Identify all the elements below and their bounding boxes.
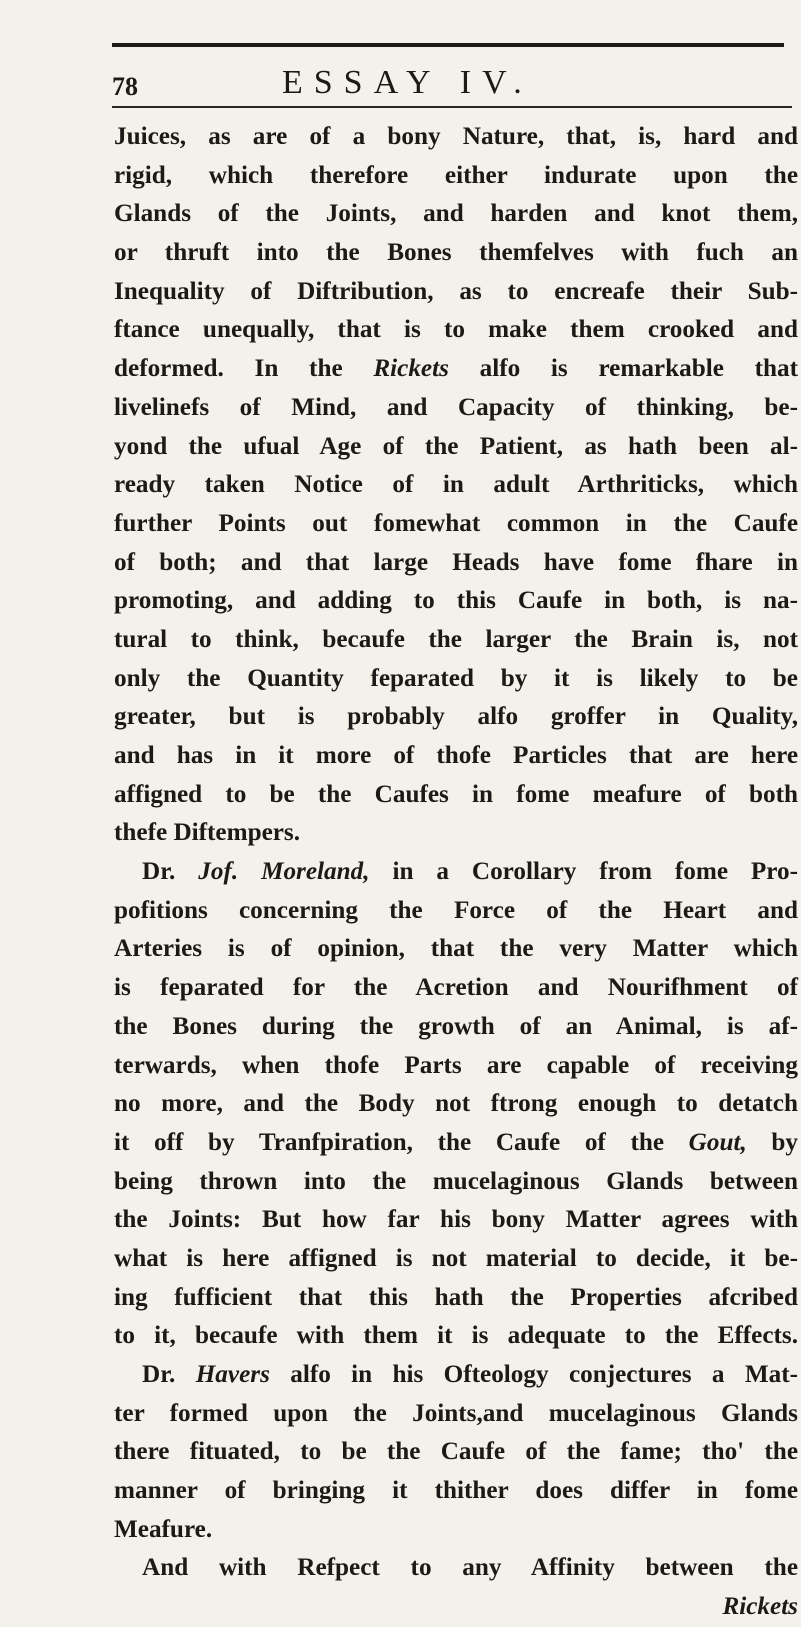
- text-line: thefe Diftempers.: [114, 819, 301, 847]
- text-line: what is here affigned is not material to decide, it be-: [114, 1244, 798, 1272]
- text-line: no more, and the Body not ftrong enough to detatch: [114, 1090, 798, 1118]
- text-line: to it, becaufe with them it is adequate to the Effects.: [114, 1322, 798, 1350]
- text-line: and has in it more of thofe Particles that are here: [114, 742, 798, 769]
- text-body: [114, 118, 798, 1627]
- text-line: tural to think, becaufe the larger the Brain is, not: [114, 625, 798, 653]
- text-line: greater, but is probably alfo groffer in Quality,: [114, 703, 798, 731]
- text-line: the Joints: But how far his bony Matter agrees with: [114, 1206, 798, 1234]
- text-line: is feparated for the Acretion and Nourifhment of: [114, 974, 798, 1002]
- text-line: it off by Tranfpiration, the Caufe of the Gout, by: [114, 1128, 798, 1156]
- text-line: or thruft into the Bones themfelves with fuch an: [114, 239, 798, 267]
- top-rule: [112, 43, 784, 47]
- text-line: Dr. Jof. Moreland, in a Corollary from fome Pro-: [142, 858, 798, 886]
- text-line: there fituated, to be the Caufe of the fame; tho' the: [114, 1438, 798, 1466]
- text-line: Meafure.: [114, 1515, 213, 1543]
- text-line: Arteries is of opinion, that the very Matter which: [114, 935, 798, 963]
- page-number: 78: [112, 72, 138, 101]
- text-line: ready taken Notice of in adult Arthriticks, which: [114, 471, 798, 499]
- text-line: pofitions concerning the Force of the Heart and: [114, 896, 798, 924]
- text-line: of both; and that large Heads have fome fhare in: [114, 548, 798, 576]
- text-line: Glands of the Joints, and harden and knot them,: [114, 200, 798, 228]
- text-line: Juices, as are of a bony Nature, that, is, hard and: [114, 123, 798, 150]
- text-line: being thrown into the mucelaginous Glands between: [114, 1167, 798, 1195]
- text-line: livelinefs of Mind, and Capacity of thinking, be-: [114, 393, 798, 421]
- text-line: ter formed upon the Joints,and mucelaginous Glands: [114, 1399, 798, 1427]
- text-line: the Bones during the growth of an Animal, is af-: [114, 1012, 798, 1040]
- text-line: further Points out fomewhat common in the Caufe: [114, 509, 798, 537]
- essay-title: ESSAY IV.: [282, 64, 533, 101]
- text-line: And with Refpect to any Affinity between the: [142, 1554, 798, 1582]
- text-line: only the Quantity feparated by it is likely to be: [114, 664, 798, 692]
- text-line: rigid, which therefore either indurate upon the: [114, 161, 798, 189]
- head-rule: [112, 106, 792, 108]
- text-line: yond the ufual Age of the Patient, as hath been al-: [114, 432, 798, 460]
- text-line: Inequality of Diftribution, as to encreafe their Sub-: [114, 277, 798, 305]
- running-head: [112, 64, 792, 104]
- text-line: affigned to be the Caufes in fome meafure of both: [114, 780, 798, 808]
- text-line: ing fufficient that this hath the Properties afcribed: [114, 1283, 798, 1311]
- text-line: terwards, when thofe Parts are capable of receiving: [114, 1051, 798, 1079]
- text-line: promoting, and adding to this Caufe in both, is na-: [114, 587, 798, 615]
- text-line: Rickets: [722, 1593, 798, 1621]
- text-line: ftance unequally, that is to make them crooked and: [114, 316, 798, 344]
- text-line: manner of bringing it thither does differ in fome: [114, 1477, 798, 1505]
- text-line: deformed. In the Rickets alfo is remarkable that: [114, 355, 798, 383]
- text-line: Dr. Havers alfo in his Ofteology conjectures a Mat-: [142, 1361, 799, 1388]
